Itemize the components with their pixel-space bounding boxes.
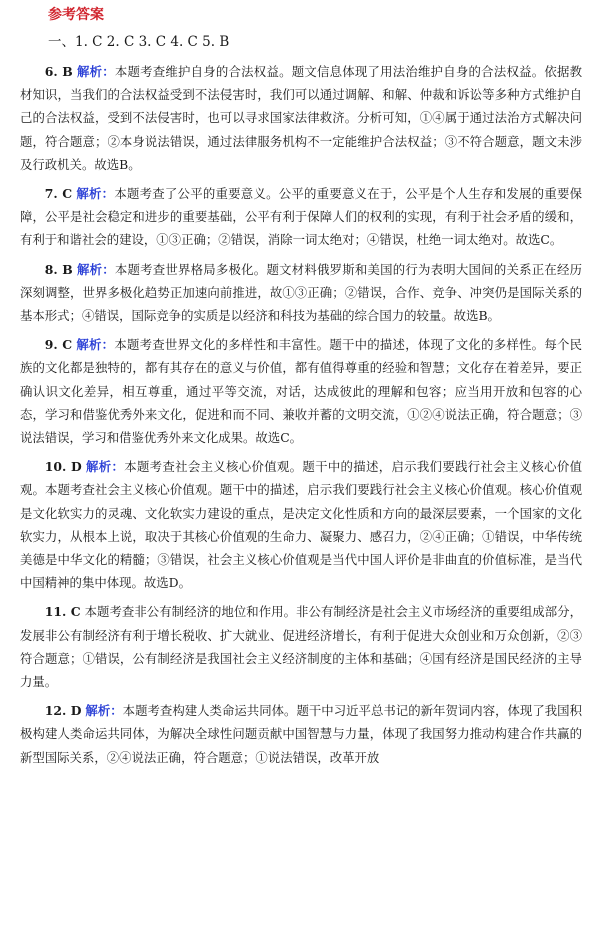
explanation-item xyxy=(20,333,582,449)
explanation-item xyxy=(20,699,582,769)
explanation-text: 本题考查世界文化的多样性和丰富性。题干中的描述，体现了文化的多样性。每个民族的文化都是独特的，都有其存在的意义与价值，都有值得尊重的经验和智慧；文化存在着差异，要正确认识文化差异，相互尊重，通过平等交流，对话，达成彼此的理解和包容；应当用开放和包容的心态，学习和借鉴优秀外来文化，促进和而不同、兼收并蓄的文明交流，①②④说法正确，符合题意；③说法错误，学习和借鉴优秀外来文化成果。故选C。 xyxy=(20,337,583,446)
explanation-text: 本题考查维护自身的合法权益。题文信息体现了用法治维护自身的合法权益。依据教材知识，当我们的合法权益受到不法侵害时，我们可以通过调解、和解、仲裁和诉讼等多种方式维护自己的合法权益，受到不法侵害时，也可以寻求国家法律救济。分析可知，①④属于通过法治方式解决问题，符合题意；②本身说法错误，通过法律服务机构不一定能维护合法权益；③不符合题意，题文未涉及行政机关。故选B。 xyxy=(20,64,582,172)
explanation-text: 本题考查非公有制经济的地位和作用。非公有制经济是社会主义市场经济的重要组成部分，发展非公有制经济有利于增长税收、扩大就业、促进经济增长，有利于促进大众创业和万众创新，②③符合题意；①错误，公有制经济是我国社会主义经济制度的主体和基础；④国有经济是国民经济的主导力量。 xyxy=(20,604,583,690)
analysis-label: 解析： xyxy=(76,261,115,277)
explanation-paragraph xyxy=(20,333,582,449)
analysis-label: 解析： xyxy=(86,459,125,475)
explanation-list xyxy=(20,60,582,769)
explanation-item xyxy=(20,258,582,328)
explanation-paragraph xyxy=(20,60,582,176)
analysis-label: 解析： xyxy=(76,186,115,202)
question-answer: 7. C xyxy=(44,186,73,202)
explanation-item xyxy=(20,60,582,176)
explanation-paragraph xyxy=(20,258,582,328)
answer-key-heading: 参考答案 xyxy=(48,7,104,23)
explanation-paragraph xyxy=(20,182,582,252)
question-answer: 10. D xyxy=(44,459,82,475)
question-answer: 11. C xyxy=(44,604,81,620)
explanation-text: 本题考查了公平的重要意义。公平的重要意义在于，公平是个人生存和发展的重要保障，公平是社会稳定和进步的重要基础，公平有利于保障人们的权利的实现，有利于社会矛盾的缓和，有利于和谐社会的建设，①③正确；②错误，消除一词太绝对；④错误，杜绝一词太绝对。故选C。 xyxy=(20,186,583,248)
question-answer: 12. D xyxy=(44,703,82,719)
explanation-item xyxy=(20,455,582,594)
explanation-paragraph xyxy=(20,455,582,594)
analysis-label: 解析： xyxy=(85,703,123,719)
question-answer: 9. C xyxy=(44,337,73,353)
question-answer: 8. B xyxy=(44,261,73,277)
explanation-paragraph xyxy=(20,699,582,769)
analysis-label: 解析： xyxy=(76,337,115,353)
explanation-item xyxy=(20,600,582,693)
explanation-item xyxy=(20,182,582,252)
analysis-label: 解析： xyxy=(76,64,115,79)
explanation-text: 本题考查社会主义核心价值观。题干中的描述，启示我们要践行社会主义核心价值观。本题考查社会主义核心价值观。题干中的描述，启示我们要践行社会主义核心价值观。核心价值观是文化软实力的灵魂、文化软实力建设的重点，是决定文化性质和方向的最深层要素，一个国家的文化软实力，从根本上说，取决于其核心价值观的生命力、凝聚力、感召力，②④正确；①错误，中华传统美德是中华文化的精髓；③错误，社会主义核心价值观是当代中国人评价是非曲直的价值标准，是当代中国精神的集中体现。故选D。 xyxy=(20,459,582,591)
multiple-choice-answers: 一、1. C 2. C 3. C 4. C 5. B xyxy=(48,34,230,50)
explanation-text: 本题考查世界格局多极化。题文材料俄罗斯和美国的行为表明大国间的关系正在经历深刻调整，世界多极化趋势正加速向前推进，故①③正确；②错误，合作、竞争、冲突仍是国际关系的基本形式；④错误，国际竞争的实质是以经济和科技为基础的综合国力的较量。故选B。 xyxy=(20,261,582,324)
question-answer: 6. B xyxy=(44,64,73,79)
explanation-text: 本题考查构建人类命运共同体。题干中习近平总书记的新年贺词内容，体现了我国积极构建人类命运共同体，为解决全球性问题贡献中国智慧与力量，体现了我国努力推动构建合作共赢的新型国际关系，②④说法正确，符合题意；①说法错误，改革开放 xyxy=(20,703,582,765)
explanation-paragraph xyxy=(20,600,582,693)
